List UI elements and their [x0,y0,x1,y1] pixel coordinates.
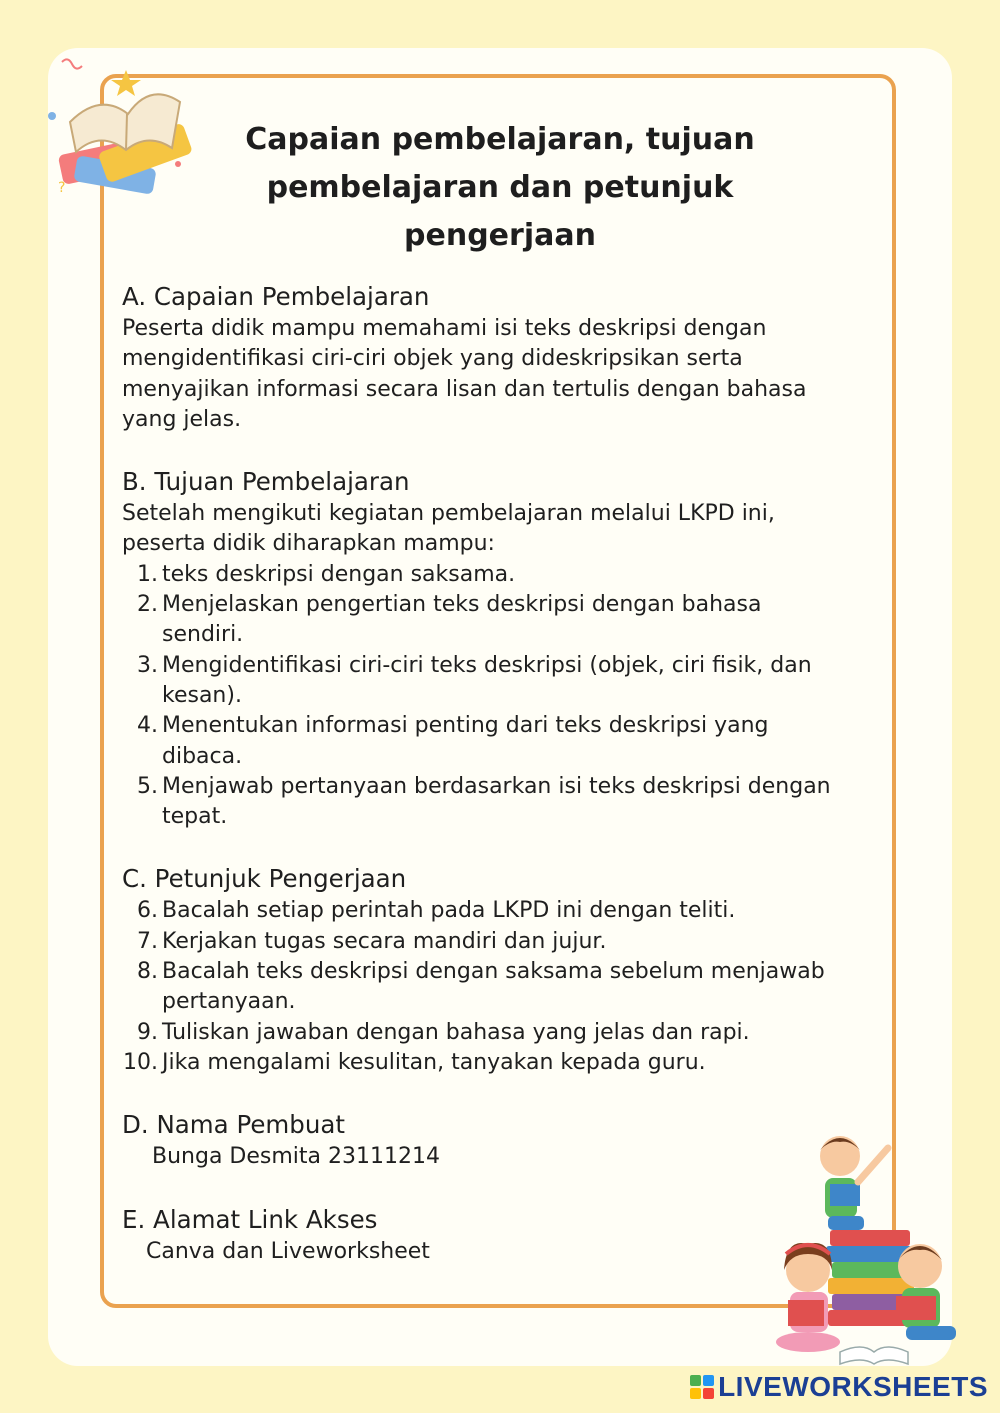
item-text: Jika mengalami kesulitan, tanyakan kepada guru. [162,1049,706,1075]
item-text: Menentukan informasi penting dari teks deskripsi yang [162,713,769,739]
item-text: Menjelaskan pengertian teks deskripsi dengan bahasa [162,592,762,618]
list-item [122,1018,892,1048]
kids-reading-illustration [770,1120,980,1370]
item-text: Kerjakan tugas secara mandiri dan jujur. [162,928,607,954]
page-title [200,116,800,260]
title-line-1: Capaian pembelajaran, tujuan [245,122,755,157]
list-item [122,772,892,833]
section-b-heading: B. Tujuan Pembelajaran [122,467,410,497]
list-item [122,711,892,772]
item-text: Bacalah teks deskripsi dengan saksama sebelum menjawab [162,959,825,985]
item-text: Tuliskan jawaban dengan bahasa yang jelas dan rapi. [162,1019,750,1045]
svg-text:?: ? [58,180,66,196]
section-a-line: Peserta didik mampu memahami isi teks deskripsi dengan [122,316,767,341]
section-a-line: yang jelas. [122,406,242,432]
section-e-heading: E. Alamat Link Akses [122,1204,378,1234]
item-text: dibaca. [162,743,243,769]
item-text: Mengidentifikasi ciri-ciri teks deskripsi (objek, ciri fisik, dan [162,652,812,678]
list-item [122,1048,892,1078]
list-item [122,590,892,651]
section-b-intro: peserta didik diharapkan mampu: [122,531,495,557]
item-text: pertanyaan. [162,989,296,1015]
item-number: 2. [137,592,158,618]
list-item [122,651,892,712]
item-number: 6. [137,898,158,924]
access-link: Canva dan Liveworksheet [146,1238,430,1264]
item-number: 10. [123,1049,158,1075]
item-text: kesan). [162,682,242,708]
worksheet-content [122,280,892,1267]
section-d-heading: D. Nama Pembuat [122,1110,345,1140]
list-item [122,896,892,926]
item-number: 9. [137,1019,158,1045]
goals-list [122,560,892,833]
list-item [122,927,892,957]
creator-name: Bunga Desmita 23111214 [152,1144,440,1170]
list-item [122,560,892,590]
item-text: tepat. [162,804,228,830]
section-a-line: mengidentifikasi ciri-ciri objek yang dideskripsikan serta [122,346,743,372]
item-text: teks deskripsi dengan saksama. [162,561,516,587]
item-text: Menjawab pertanyaan berdasarkan isi teks deskripsi dengan [162,773,831,799]
item-text: sendiri. [162,622,244,648]
title-line-3: pengerjaan [404,218,596,253]
item-number: 4. [137,713,158,739]
item-number: 1. [137,561,158,587]
title-line-2: pembelajaran dan petunjuk [266,170,734,205]
item-number: 3. [137,652,158,678]
liveworksheets-logo [690,1371,988,1403]
item-text: Bacalah setiap perintah pada LKPD ini dengan teliti. [162,898,736,924]
item-number: 7. [137,928,158,954]
section-a-line: menyajikan informasi secara lisan dan tertulis dengan bahasa [122,376,807,402]
liveworksheets-logo-icon [690,1375,714,1399]
list-item [122,957,892,1018]
brand-name: LIVEWORKSHEETS [718,1371,988,1402]
section-a-heading: A. Capaian Pembelajaran [122,282,430,311]
books-illustration [40,52,200,202]
section-b-intro: Setelah mengikuti kegiatan pembelajaran melalui LKPD ini, [122,501,775,527]
instructions-list [122,896,892,1078]
item-number: 8. [137,959,158,985]
section-c-heading: C. Petunjuk Pengerjaan [122,864,407,894]
item-number: 5. [137,773,158,799]
